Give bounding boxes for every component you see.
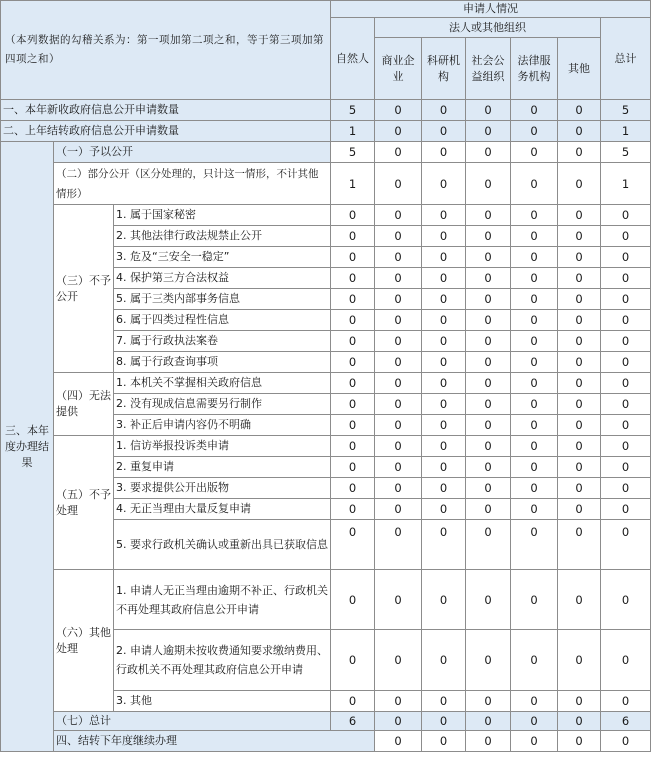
cell-value: 0 [331, 415, 375, 436]
legal-group-header: 法人或其他组织 [375, 18, 601, 38]
cell-value: 0 [331, 570, 375, 630]
cell-value: 0 [466, 268, 511, 289]
cell-value: 0 [375, 712, 422, 731]
group-4-label: （四）无法提供 [54, 373, 114, 436]
cell-value: 1 [601, 121, 651, 142]
cell-value: 0 [375, 415, 422, 436]
cell-value: 0 [558, 289, 601, 310]
cell-value: 0 [601, 478, 651, 499]
cell-value: 5 [601, 142, 651, 163]
cell-value: 0 [331, 499, 375, 520]
cell-value: 0 [601, 394, 651, 415]
cell-value: 0 [466, 163, 511, 205]
cell-value: 0 [375, 630, 422, 691]
social-header: 社会公益组织 [466, 38, 511, 100]
cell-value: 0 [375, 121, 422, 142]
cell-value: 0 [558, 478, 601, 499]
cell-value: 0 [511, 712, 558, 731]
cell-value: 0 [422, 630, 466, 691]
cell-value: 0 [466, 731, 511, 752]
cell-value: 0 [558, 394, 601, 415]
cell-value: 0 [375, 331, 422, 352]
cell-value: 0 [422, 712, 466, 731]
row-label: 3. 其他 [114, 691, 331, 712]
cell-value: 0 [558, 226, 601, 247]
cell-value: 0 [466, 100, 511, 121]
cell-value: 0 [466, 499, 511, 520]
cell-value: 0 [511, 226, 558, 247]
row-label: 2. 没有现成信息需要另行制作 [114, 394, 331, 415]
cell-value: 0 [511, 373, 558, 394]
cell-value: 0 [422, 163, 466, 205]
natural-person-header: 自然人 [331, 18, 375, 100]
cell-value: 0 [466, 373, 511, 394]
cell-value: 0 [558, 163, 601, 205]
row-label: 6. 属于四类过程性信息 [114, 310, 331, 331]
cell-value: 0 [601, 373, 651, 394]
cell-value: 0 [601, 352, 651, 373]
cell-value: 0 [601, 331, 651, 352]
cell-value: 0 [601, 415, 651, 436]
cell-value: 0 [511, 310, 558, 331]
cell-value: 0 [375, 478, 422, 499]
row-label: 3. 要求提供公开出版物 [114, 478, 331, 499]
cell-value: 0 [511, 731, 558, 752]
cell-value: 0 [331, 436, 375, 457]
cell-value: 0 [601, 630, 651, 691]
cell-value: 0 [331, 691, 375, 712]
cell-value: 0 [422, 499, 466, 520]
cell-value: 0 [466, 436, 511, 457]
cell-value: 0 [558, 570, 601, 630]
cell-value: 0 [466, 712, 511, 731]
cell-value: 0 [375, 436, 422, 457]
cell-value: 0 [422, 100, 466, 121]
cell-value: 0 [331, 457, 375, 478]
cell-value: 0 [558, 415, 601, 436]
cell-value: 0 [466, 142, 511, 163]
cell-value: 0 [375, 394, 422, 415]
cell-value: 0 [601, 436, 651, 457]
cell-value: 0 [558, 712, 601, 731]
row-label: 3. 危及“三安全一稳定” [114, 247, 331, 268]
cell-value: 0 [422, 247, 466, 268]
cell-value: 0 [558, 436, 601, 457]
row-label: 1. 本机关不掌握相关政府信息 [114, 373, 331, 394]
column-relation-note: （本列数据的勾稽关系为：第一项加第二项之和，等于第三项加第四项之和） [1, 1, 331, 100]
row-label: （二）部分公开（区分处理的，只计这一情形，不计其他情形） [54, 163, 331, 205]
cell-value: 0 [601, 499, 651, 520]
cell-value: 0 [331, 310, 375, 331]
row-label: 1. 属于国家秘密 [114, 205, 331, 226]
cell-value: 0 [331, 478, 375, 499]
cell-value: 0 [422, 478, 466, 499]
cell-value: 0 [375, 100, 422, 121]
row-label: 四、结转下年度继续办理 [54, 731, 375, 752]
row-label: 二、上年结转政府信息公开申请数量 [1, 121, 331, 142]
cell-value: 0 [558, 100, 601, 121]
cell-value: 0 [511, 121, 558, 142]
row-label: 4. 保护第三方合法权益 [114, 268, 331, 289]
cell-value: 0 [375, 247, 422, 268]
cell-value: 0 [422, 268, 466, 289]
cell-value: 0 [511, 142, 558, 163]
cell-value: 0 [558, 205, 601, 226]
cell-value: 0 [331, 268, 375, 289]
cell-value: 0 [331, 205, 375, 226]
cell-value: 0 [466, 415, 511, 436]
cell-value: 0 [511, 457, 558, 478]
cell-value: 0 [466, 457, 511, 478]
cell-value: 0 [466, 310, 511, 331]
cell-value: 0 [511, 247, 558, 268]
cell-value: 0 [466, 205, 511, 226]
cell-value: 0 [601, 226, 651, 247]
group-3-label: （三）不予公开 [54, 205, 114, 373]
cell-value: 0 [511, 691, 558, 712]
cell-value: 0 [422, 352, 466, 373]
total-header: 总计 [601, 18, 651, 100]
cell-value: 0 [511, 331, 558, 352]
cell-value: 0 [375, 499, 422, 520]
research-header: 科研机构 [422, 38, 466, 100]
cell-value: 0 [331, 520, 375, 570]
cell-value: 0 [375, 731, 422, 752]
row-label: 7. 属于行政执法案卷 [114, 331, 331, 352]
cell-value: 0 [331, 352, 375, 373]
cell-value: 6 [331, 712, 375, 731]
cell-value: 0 [466, 394, 511, 415]
cell-value: 0 [375, 457, 422, 478]
cell-value: 0 [511, 205, 558, 226]
cell-value: 0 [422, 415, 466, 436]
cell-value: 0 [558, 691, 601, 712]
cell-value: 1 [331, 163, 375, 205]
cell-value: 0 [331, 289, 375, 310]
row-label: 5. 属于三类内部事务信息 [114, 289, 331, 310]
cell-value: 0 [422, 436, 466, 457]
cell-value: 0 [558, 352, 601, 373]
cell-value: 6 [601, 712, 651, 731]
cell-value: 0 [466, 691, 511, 712]
row-label: 2. 申请人逾期未按收费通知要求缴纳费用、行政机关不再处理其政府信息公开申请 [114, 630, 331, 691]
cell-value: 0 [422, 142, 466, 163]
cell-value: 0 [558, 731, 601, 752]
cell-value: 0 [375, 691, 422, 712]
cell-value: 1 [331, 121, 375, 142]
cell-value: 0 [422, 731, 466, 752]
cell-value: 0 [558, 310, 601, 331]
cell-value: 0 [558, 373, 601, 394]
cell-value: 0 [511, 289, 558, 310]
cell-value: 0 [422, 457, 466, 478]
cell-value: 0 [331, 373, 375, 394]
row-label: 2. 重复申请 [114, 457, 331, 478]
cell-value: 0 [466, 570, 511, 630]
cell-value: 0 [558, 499, 601, 520]
section-3-label: 三、本年度办理结果 [1, 142, 54, 752]
cell-value: 0 [511, 352, 558, 373]
cell-value: 0 [375, 268, 422, 289]
cell-value: 0 [422, 226, 466, 247]
cell-value: 0 [511, 520, 558, 570]
cell-value: 0 [558, 142, 601, 163]
cell-value: 0 [422, 570, 466, 630]
cell-value: 0 [601, 310, 651, 331]
cell-value: 0 [511, 499, 558, 520]
cell-value: 0 [511, 415, 558, 436]
cell-value: 0 [601, 247, 651, 268]
group-5-label: （五）不予处理 [54, 436, 114, 570]
cell-value: 0 [422, 394, 466, 415]
cell-value: 5 [331, 100, 375, 121]
row-label: 2. 其他法律行政法规禁止公开 [114, 226, 331, 247]
cell-value: 0 [601, 570, 651, 630]
cell-value: 0 [511, 436, 558, 457]
cell-value: 0 [558, 121, 601, 142]
cell-value: 0 [375, 520, 422, 570]
cell-value: 0 [422, 121, 466, 142]
cell-value: 0 [422, 691, 466, 712]
cell-value: 0 [422, 331, 466, 352]
cell-value: 0 [466, 352, 511, 373]
cell-value: 5 [601, 100, 651, 121]
cell-value: 0 [466, 630, 511, 691]
row-label: （七）总计 [54, 712, 331, 731]
cell-value: 0 [375, 226, 422, 247]
cell-value: 0 [331, 630, 375, 691]
cell-value: 0 [331, 247, 375, 268]
cell-value: 0 [466, 520, 511, 570]
cell-value: 0 [466, 121, 511, 142]
row-label: 一、本年新收政府信息公开申请数量 [1, 100, 331, 121]
cell-value: 0 [422, 310, 466, 331]
cell-value: 1 [601, 163, 651, 205]
cell-value: 0 [511, 163, 558, 205]
cell-value: 0 [331, 226, 375, 247]
row-label: 3. 补正后申请内容仍不明确 [114, 415, 331, 436]
group-6-label: （六）其他处理 [54, 570, 114, 712]
cell-value: 0 [422, 373, 466, 394]
cell-value: 0 [511, 100, 558, 121]
cell-value: 0 [511, 570, 558, 630]
row-label: 1. 信访举报投诉类申请 [114, 436, 331, 457]
applicant-header: 申请人情况 [331, 1, 651, 18]
cell-value: 0 [558, 457, 601, 478]
cell-value: 0 [511, 630, 558, 691]
cell-value: 5 [331, 142, 375, 163]
cell-value: 0 [511, 478, 558, 499]
cell-value: 0 [422, 289, 466, 310]
cell-value: 0 [601, 520, 651, 570]
cell-value: 0 [511, 394, 558, 415]
cell-value: 0 [375, 310, 422, 331]
cell-value: 0 [601, 205, 651, 226]
cell-value: 0 [331, 331, 375, 352]
cell-value: 0 [331, 394, 375, 415]
row-label: 5. 要求行政机关确认或重新出具已获取信息 [114, 520, 331, 570]
cell-value: 0 [466, 247, 511, 268]
cell-value: 0 [466, 289, 511, 310]
cell-value: 0 [375, 163, 422, 205]
legal-service-header: 法律服务机构 [511, 38, 558, 100]
cell-value: 0 [422, 520, 466, 570]
cell-value: 0 [558, 520, 601, 570]
cell-value: 0 [375, 373, 422, 394]
cell-value: 0 [558, 268, 601, 289]
cell-value: 0 [601, 457, 651, 478]
cell-value: 0 [558, 331, 601, 352]
commercial-header: 商业企业 [375, 38, 422, 100]
other-header: 其他 [558, 38, 601, 100]
cell-value: 0 [375, 289, 422, 310]
cell-value: 0 [466, 478, 511, 499]
row-label: 8. 属于行政查询事项 [114, 352, 331, 373]
row-label: （一）予以公开 [54, 142, 331, 163]
cell-value: 0 [375, 570, 422, 630]
cell-value: 0 [375, 205, 422, 226]
cell-value: 0 [375, 142, 422, 163]
cell-value: 0 [466, 331, 511, 352]
cell-value: 0 [601, 691, 651, 712]
cell-value: 0 [422, 205, 466, 226]
cell-value: 0 [375, 352, 422, 373]
cell-value: 0 [558, 630, 601, 691]
row-label: 1. 申请人无正当理由逾期不补正、行政机关不再处理其政府信息公开申请 [114, 570, 331, 630]
cell-value: 0 [466, 226, 511, 247]
cell-value: 0 [601, 731, 651, 752]
cell-value: 0 [511, 268, 558, 289]
cell-value: 0 [558, 247, 601, 268]
cell-value: 0 [601, 268, 651, 289]
cell-value: 0 [601, 289, 651, 310]
row-label: 4. 无正当理由大量反复申请 [114, 499, 331, 520]
